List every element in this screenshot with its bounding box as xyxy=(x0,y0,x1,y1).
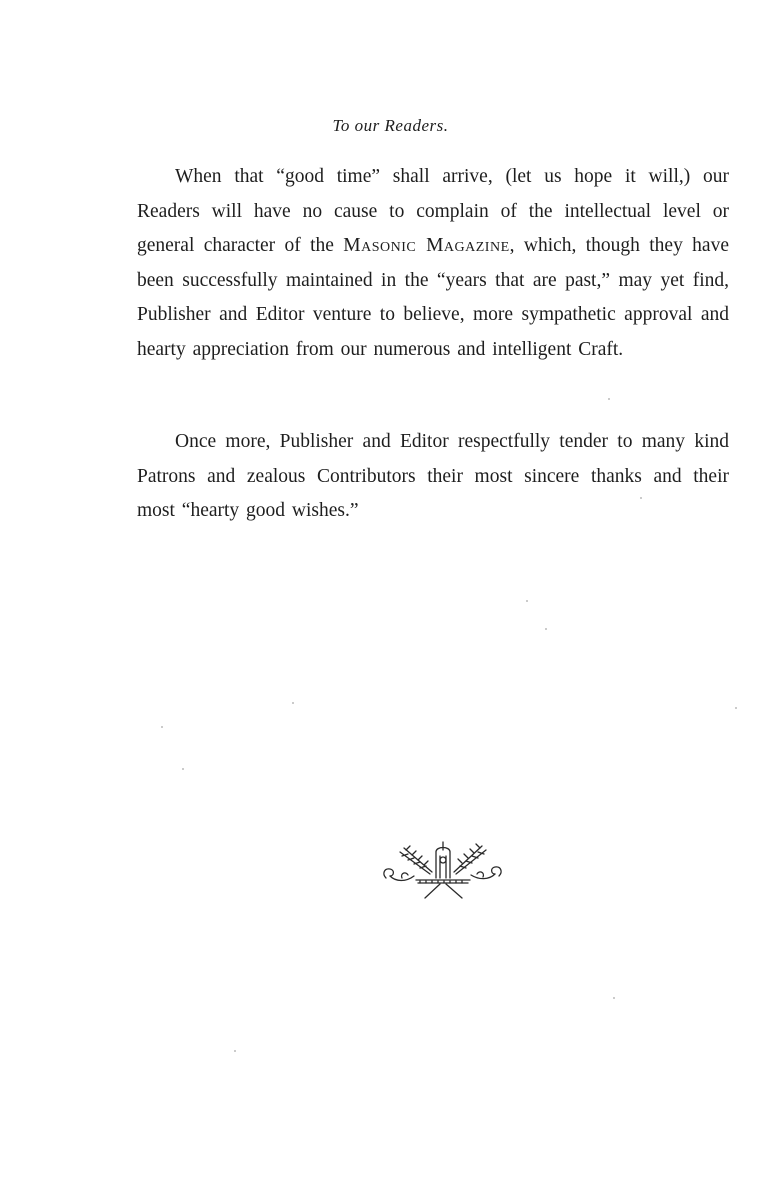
paper-speck xyxy=(608,398,610,400)
paper-speck xyxy=(640,497,642,499)
paper-speck xyxy=(292,702,294,704)
paper-speck xyxy=(161,726,163,728)
paragraph-1-text-end: , which, though they have been successfully maintained in the “years that are past,” may yet find, Publisher and Editor venture to believe, more sympathetic approval and hearty appreciation from our numerous and intelligent Craft. xyxy=(137,235,729,360)
paragraph-1-text-start: When that “good time” shall arrive, (let us hope it will,) our Readers will have no cause to complain of the intellectual level or general character of the xyxy=(137,166,729,256)
paper-speck xyxy=(234,1050,236,1052)
paper-speck xyxy=(735,707,737,709)
paper-speck xyxy=(526,600,528,602)
paper-speck xyxy=(613,997,615,999)
fleuron-ornament-icon xyxy=(380,838,505,904)
running-head: To our Readers. xyxy=(332,116,449,135)
paragraph-2: Once more, Publisher and Editor respectfully tender to many kind Patrons and zealous Contributors their most sincere thanks and their most “hearty good wishes.” xyxy=(137,431,729,521)
magazine-title: Masonic Magazine xyxy=(343,235,510,256)
paper-speck xyxy=(182,768,184,770)
paragraph-1 xyxy=(137,160,729,367)
paper-speck xyxy=(545,628,547,630)
